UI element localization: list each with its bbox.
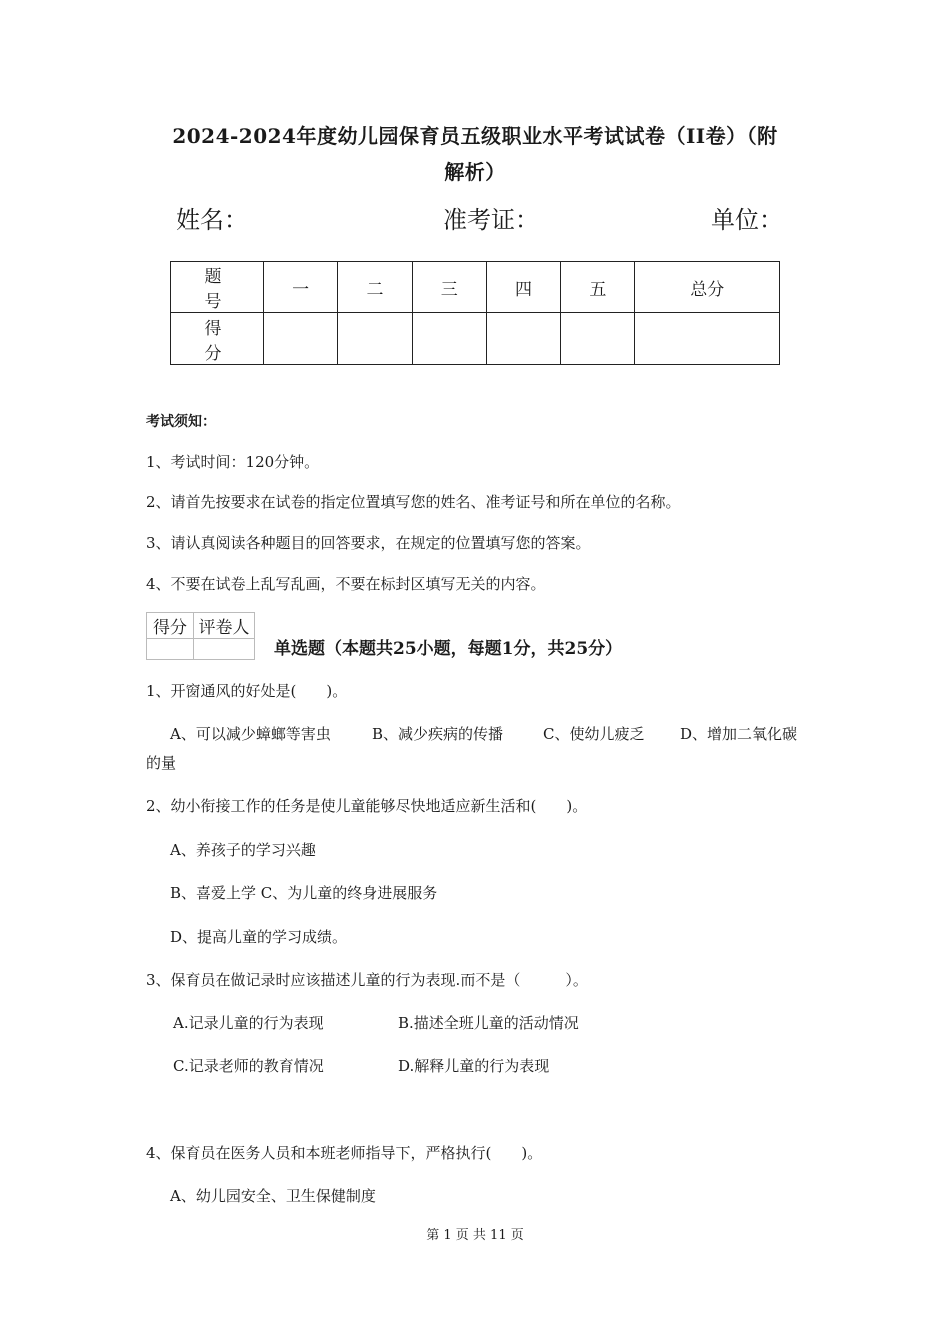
option-b: B.描述全班儿童的活动情况	[398, 1014, 579, 1032]
option-d: D、提高儿童的学习成绩。	[170, 928, 348, 946]
exam-number-label: 准考证：	[443, 206, 539, 234]
unit-label: 单位：	[711, 206, 783, 234]
score-row-label: 得 分	[171, 313, 264, 365]
notice-item: 1、考试时间：120分钟。	[146, 453, 320, 471]
option-d: D.解释儿童的行为表现	[398, 1057, 550, 1075]
notice-item: 4、不要在试卷上乱写乱画，不要在标封区填写无关的内容。	[146, 575, 546, 593]
page-footer: 第 1 页 共 11 页	[426, 1228, 524, 1243]
score-header-cell: 一	[264, 262, 338, 313]
exam-title	[120, 118, 830, 190]
score-header-cell: 二	[338, 262, 412, 313]
score-entry-cell[interactable]	[486, 313, 560, 365]
notice-item: 2、请首先按要求在试卷的指定位置填写您的姓名、准考证号和所在单位的名称。	[146, 493, 681, 511]
grader-reviewer-cell[interactable]	[194, 639, 255, 660]
score-entry-cell[interactable]	[264, 313, 338, 365]
notice-item: 3、请认真阅读各种题目的回答要求，在规定的位置填写您的答案。	[146, 534, 591, 552]
option-c: C、使幼儿疲乏	[543, 725, 645, 743]
question-stem: 3、保育员在做记录时应该描述儿童的行为表现.而不是（ ）。	[146, 971, 588, 989]
score-entry-cell[interactable]	[338, 313, 412, 365]
name-label: 姓名：	[176, 206, 248, 234]
grader-box	[146, 612, 255, 660]
exam-title-line2: 解析）	[444, 160, 506, 184]
score-entry-cell[interactable]	[412, 313, 486, 365]
score-table-header-row	[171, 262, 780, 313]
score-table-score-row	[171, 313, 780, 365]
option-a: A.记录儿童的行为表现	[173, 1014, 324, 1032]
option-a: A、可以减少蟑螂等害虫	[170, 725, 331, 743]
score-header-cell: 题 号	[171, 262, 264, 313]
option-a: A、幼儿园安全、卫生保健制度	[170, 1187, 376, 1205]
grader-reviewer-label: 评卷人	[194, 613, 255, 639]
option-c: C.记录老师的教育情况	[173, 1057, 324, 1075]
score-entry-cell[interactable]	[561, 313, 635, 365]
grader-score-label: 得分	[147, 613, 194, 639]
notice-title: 考试须知：	[146, 414, 216, 430]
option-b: B、减少疾病的传播	[372, 725, 504, 743]
option-d: D、增加二氧化碳	[680, 725, 798, 743]
option-d-continued: 的量	[146, 754, 177, 772]
exam-title-line1: 2024-2024年度幼儿园保育员五级职业水平考试试卷（II卷）（附	[172, 124, 778, 148]
score-header-cell: 总分	[635, 262, 780, 313]
grader-score-cell[interactable]	[147, 639, 194, 660]
score-header-cell: 三	[412, 262, 486, 313]
section-title: 单选题（本题共25小题，每题1分，共25分）	[274, 639, 623, 659]
question-stem: 1、开窗通风的好处是( )。	[146, 682, 348, 700]
score-header-cell: 四	[486, 262, 560, 313]
score-table	[170, 261, 780, 365]
option-bc: B、喜爱上学 C、为儿童的终身进展服务	[170, 884, 438, 902]
score-entry-cell[interactable]	[635, 313, 780, 365]
question-stem: 2、幼小衔接工作的任务是使儿童能够尽快地适应新生活和( )。	[146, 797, 588, 815]
score-header-cell: 五	[561, 262, 635, 313]
option-a: A、养孩子的学习兴趣	[170, 841, 316, 859]
question-stem: 4、保育员在医务人员和本班老师指导下，严格执行( )。	[146, 1144, 543, 1162]
